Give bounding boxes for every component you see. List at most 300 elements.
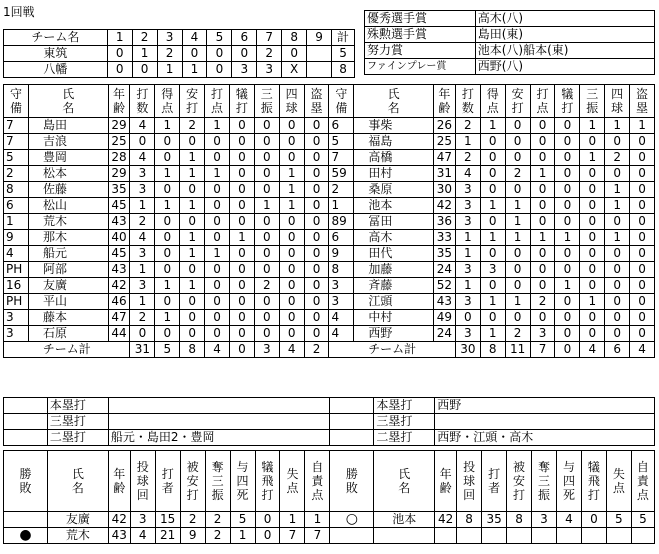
- inning-header: 3: [157, 30, 182, 46]
- team-total-cell: 0: [229, 342, 254, 358]
- batting-cell: 0: [630, 246, 655, 262]
- award-label: 殊勲選手賞: [365, 27, 476, 43]
- batting-cell: 8: [4, 182, 29, 198]
- player-name: 西野: [354, 326, 434, 342]
- batting-cell: 0: [605, 214, 630, 230]
- batting-cell: 1: [480, 230, 505, 246]
- batting-cell: 7: [4, 118, 29, 134]
- inning-header: 5: [207, 30, 232, 46]
- inning-header: 2: [132, 30, 157, 46]
- batting-cell: 0: [254, 246, 279, 262]
- pitching-cell: 8: [507, 512, 532, 528]
- pitcher-name: 池本: [374, 512, 435, 528]
- batting-cell: 0: [555, 166, 580, 182]
- batting-cell: PH: [4, 262, 29, 278]
- batting-cell: 0: [480, 134, 505, 150]
- batting-cell: 0: [505, 182, 530, 198]
- table-row: [4, 512, 655, 528]
- extra-hit-row: [4, 414, 655, 430]
- batting-cell: 3: [329, 278, 354, 294]
- batting-cell: 1: [605, 118, 630, 134]
- win-loss-mark: ●: [4, 528, 48, 544]
- batting-cell: 33: [433, 230, 455, 246]
- batting-header-cell: 年齢: [108, 85, 130, 118]
- batting-cell: 0: [630, 326, 655, 342]
- batting-cell: 1: [130, 262, 155, 278]
- batting-header-cell: 安打: [505, 85, 530, 118]
- inning-score: 1: [157, 62, 182, 78]
- award-value: 島田(東): [475, 27, 654, 43]
- inning-score: 2: [257, 46, 282, 62]
- batting-cell: 0: [505, 310, 530, 326]
- batting-cell: 0: [304, 182, 329, 198]
- batting-cell: 0: [530, 182, 555, 198]
- batting-cell: 0: [555, 310, 580, 326]
- page-title: 1回戦: [3, 5, 35, 19]
- player-name: 阿部: [28, 262, 108, 278]
- batting-cell: 1: [205, 118, 230, 134]
- batting-cell: 2: [254, 278, 279, 294]
- batting-cell: 0: [205, 214, 230, 230]
- award-value: 西野(八): [475, 59, 654, 75]
- team-total-cell: 2: [304, 342, 329, 358]
- batting-cell: 3: [455, 262, 480, 278]
- batting-cell: 42: [108, 278, 130, 294]
- pitching-cell: 7: [280, 528, 305, 544]
- extra-hit-label: 本塁打: [47, 398, 108, 414]
- batting-cell: 0: [279, 118, 304, 134]
- batting-cell: 0: [254, 310, 279, 326]
- batting-cell: 1: [580, 150, 605, 166]
- player-name: 田代: [354, 246, 434, 262]
- batting-cell: 0: [229, 246, 254, 262]
- batting-cell: 0: [304, 262, 329, 278]
- batting-cell: 0: [155, 214, 180, 230]
- batting-cell: 0: [279, 150, 304, 166]
- extra-hit-label: 本塁打: [374, 398, 435, 414]
- batting-cell: 0: [630, 182, 655, 198]
- inning-score: 0: [207, 46, 232, 62]
- award-label: ファインプレー賞: [365, 59, 476, 75]
- pitching-cell: 15: [155, 512, 180, 528]
- batting-cell: 1: [254, 198, 279, 214]
- batting-cell: 43: [108, 214, 130, 230]
- team-total-cell: 7: [530, 342, 555, 358]
- batting-cell: 1: [605, 182, 630, 198]
- batting-cell: 0: [205, 262, 230, 278]
- extra-hit-players: [435, 414, 655, 430]
- player-name: 事柴: [354, 118, 434, 134]
- table-row: [4, 214, 655, 230]
- batting-cell: 0: [630, 310, 655, 326]
- team-total-cell: 4: [205, 342, 230, 358]
- pitching-cell: 4: [556, 512, 581, 528]
- batting-header-cell: 三振: [254, 85, 279, 118]
- pitching-header-cell: 勝敗: [330, 451, 374, 512]
- batting-cell: 3: [455, 182, 480, 198]
- batting-cell: 47: [108, 310, 130, 326]
- batting-cell: 1: [4, 214, 29, 230]
- batting-cell: 31: [433, 166, 455, 182]
- batting-cell: 45: [108, 246, 130, 262]
- batting-cell: 0: [555, 262, 580, 278]
- pitching-header-cell: 与四死: [556, 451, 581, 512]
- win-loss-mark: ○: [330, 512, 374, 528]
- pitching-cell: 1: [305, 512, 330, 528]
- batting-cell: 1: [505, 294, 530, 310]
- table-row: [4, 262, 655, 278]
- batting-cell: 0: [205, 294, 230, 310]
- batting-cell: 2: [180, 118, 205, 134]
- batting-cell: 1: [329, 198, 354, 214]
- batting-cell: 24: [433, 262, 455, 278]
- batting-cell: 0: [630, 214, 655, 230]
- batting-cell: 0: [580, 198, 605, 214]
- batting-cell: 0: [530, 278, 555, 294]
- batting-cell: 0: [304, 278, 329, 294]
- batting-header: [4, 85, 655, 118]
- batting-cell: 0: [480, 310, 505, 326]
- team-total-cell: 4: [630, 342, 655, 358]
- inning-score: 0: [232, 46, 257, 62]
- award-row: [365, 43, 655, 59]
- pitching-header-cell: 年齢: [108, 451, 130, 512]
- pitching-header-cell: 打者: [482, 451, 507, 512]
- batting-cell: 24: [433, 326, 455, 342]
- pitching-cell: 42: [108, 512, 130, 528]
- blank-cell: [4, 430, 48, 446]
- batting-cell: 2: [505, 166, 530, 182]
- batting-cell: 3: [455, 326, 480, 342]
- pitching-header-cell: 被安打: [180, 451, 205, 512]
- batting-cell: 0: [180, 262, 205, 278]
- player-name: 佐藤: [28, 182, 108, 198]
- batting-cell: 0: [505, 118, 530, 134]
- inning-header: 9: [307, 30, 332, 46]
- player-name: 田村: [354, 166, 434, 182]
- pitching-header-cell: 投球回: [457, 451, 482, 512]
- batting-cell: 1: [580, 294, 605, 310]
- batting-cell: 0: [254, 214, 279, 230]
- batting-cell: 0: [155, 294, 180, 310]
- blank-cell: [4, 398, 48, 414]
- pitching-header-cell: 失点: [606, 451, 631, 512]
- player-name: 斉藤: [354, 278, 434, 294]
- batting-header-cell: 守備: [4, 85, 29, 118]
- batting-cell: 0: [229, 278, 254, 294]
- award-row: [365, 59, 655, 75]
- win-loss-mark: [330, 528, 374, 544]
- batting-cell: 1: [130, 198, 155, 214]
- batting-cell: 0: [279, 278, 304, 294]
- batting-cell: 0: [304, 118, 329, 134]
- batting-cell: 1: [480, 118, 505, 134]
- batting-cell: 0: [505, 278, 530, 294]
- table-row: [4, 246, 655, 262]
- batting-cell: 35: [433, 246, 455, 262]
- extra-hit-label: 二塁打: [374, 430, 435, 446]
- batting-header-cell: 守備: [329, 85, 354, 118]
- batting-cell: 1: [480, 198, 505, 214]
- batting-cell: 0: [155, 326, 180, 342]
- batting-cell: 43: [108, 262, 130, 278]
- batting-cell: 1: [155, 166, 180, 182]
- team-total-label: チーム計: [4, 342, 130, 358]
- inning-score: 1: [132, 46, 157, 62]
- batting-cell: 1: [455, 246, 480, 262]
- batting-cell: 0: [254, 230, 279, 246]
- batting-cell: 45: [108, 198, 130, 214]
- batting-cell: 0: [229, 134, 254, 150]
- pitching-header-cell: 氏名: [47, 451, 108, 512]
- batting-cell: 0: [505, 150, 530, 166]
- team-total-cell: 6: [605, 342, 630, 358]
- team-name-header: チーム名: [4, 30, 108, 46]
- batting-header-cell: 犠打: [229, 85, 254, 118]
- batting-cell: 0: [155, 182, 180, 198]
- inning-score: X: [282, 62, 307, 78]
- award-row: [365, 11, 655, 27]
- batting-cell: 0: [254, 134, 279, 150]
- batting-cell: 0: [630, 278, 655, 294]
- batting-cell: 0: [254, 326, 279, 342]
- inning-score: 0: [132, 62, 157, 78]
- inning-header: 7: [257, 30, 282, 46]
- batting-cell: 2: [455, 150, 480, 166]
- table-row: [4, 278, 655, 294]
- inning-score: [307, 62, 332, 78]
- extra-hits-table: [3, 397, 655, 446]
- pitching-cell: 0: [255, 512, 280, 528]
- batting-cell: 2: [130, 310, 155, 326]
- pitching-cell: [631, 528, 654, 544]
- batting-cell: 40: [108, 230, 130, 246]
- batting-cell: 0: [279, 246, 304, 262]
- batting-header-cell: 打点: [530, 85, 555, 118]
- award-value: 池本(八)船本(東): [475, 43, 654, 59]
- batting-cell: 0: [130, 134, 155, 150]
- player-name: 桑原: [354, 182, 434, 198]
- pitching-cell: [532, 528, 557, 544]
- batting-cell: 0: [279, 294, 304, 310]
- batting-cell: 0: [555, 214, 580, 230]
- team-total-cell: 11: [505, 342, 530, 358]
- table-row: [4, 326, 655, 342]
- batting-cell: PH: [4, 294, 29, 310]
- batting-cell: 1: [155, 118, 180, 134]
- batting-cell: 43: [433, 294, 455, 310]
- batting-cell: 0: [205, 278, 230, 294]
- team-total-cell: 3: [254, 342, 279, 358]
- pitching-cell: 1: [230, 528, 255, 544]
- batting-cell: 0: [580, 182, 605, 198]
- batting-cell: 4: [130, 118, 155, 134]
- batting-cell: 0: [605, 166, 630, 182]
- batting-cell: 0: [155, 246, 180, 262]
- batting-cell: 4: [455, 166, 480, 182]
- batting-cell: 0: [530, 214, 555, 230]
- batting-cell: 0: [130, 326, 155, 342]
- pitching-header-cell: 犠飛打: [255, 451, 280, 512]
- table-row: [4, 182, 655, 198]
- batting-cell: 1: [155, 310, 180, 326]
- batting-cell: 4: [329, 310, 354, 326]
- table-row: [4, 528, 655, 544]
- batting-cell: 1: [155, 278, 180, 294]
- pitching-header-cell: 氏名: [374, 451, 435, 512]
- award-label: 優秀選手賞: [365, 11, 476, 27]
- pitching-cell: 7: [305, 528, 330, 544]
- table-row: [4, 198, 655, 214]
- batting-cell: 9: [329, 246, 354, 262]
- batting-header-cell: 四球: [605, 85, 630, 118]
- batting-cell: 0: [155, 262, 180, 278]
- batting-cell: 0: [304, 214, 329, 230]
- batting-cell: 44: [108, 326, 130, 342]
- extra-hit-players: 船元・島田2・豊岡: [108, 430, 330, 446]
- batting-cell: 2: [329, 182, 354, 198]
- batting-cell: 2: [130, 214, 155, 230]
- batting-cell: 16: [4, 278, 29, 294]
- batting-cell: 0: [279, 214, 304, 230]
- pitching-table: [3, 450, 655, 544]
- inning-header: 4: [182, 30, 207, 46]
- batting-cell: 0: [555, 182, 580, 198]
- batting-header-cell: 四球: [279, 85, 304, 118]
- player-name: 那木: [28, 230, 108, 246]
- batting-cell: 0: [254, 118, 279, 134]
- batting-cell: 0: [630, 294, 655, 310]
- team-total-cell: 5: [155, 342, 180, 358]
- player-name: 松本: [28, 166, 108, 182]
- batting-cell: 0: [304, 166, 329, 182]
- batting-header-cell: 得点: [480, 85, 505, 118]
- pitching-cell: 4: [130, 528, 155, 544]
- batting-cell: 3: [130, 278, 155, 294]
- pitcher-name: 友廣: [47, 512, 108, 528]
- inning-header: 1: [107, 30, 132, 46]
- batting-cell: 1: [555, 230, 580, 246]
- batting-cell: 0: [555, 118, 580, 134]
- table-row: [4, 294, 655, 310]
- pitching-header-cell: 犠飛打: [581, 451, 606, 512]
- batting-cell: 42: [433, 198, 455, 214]
- player-name: 冨田: [354, 214, 434, 230]
- win-loss-mark: [4, 512, 48, 528]
- team-total-cell: 8: [180, 342, 205, 358]
- batting-cell: 89: [329, 214, 354, 230]
- batting-cell: 3: [4, 326, 29, 342]
- team-name: 八幡: [4, 62, 108, 78]
- batting-cell: 0: [229, 118, 254, 134]
- batting-cell: 0: [205, 182, 230, 198]
- batting-header-cell: 盗塁: [304, 85, 329, 118]
- pitcher-name: 荒木: [47, 528, 108, 544]
- pitching-header-cell: 自責点: [631, 451, 654, 512]
- team-total-cell: 30: [455, 342, 480, 358]
- batting-cell: 0: [605, 326, 630, 342]
- batting-cell: 3: [530, 326, 555, 342]
- table-row: [4, 310, 655, 326]
- batting-cell: 8: [329, 262, 354, 278]
- batting-header-cell: 打数: [455, 85, 480, 118]
- batting-cell: 30: [433, 182, 455, 198]
- pitching-cell: 5: [606, 512, 631, 528]
- batting-cell: 1: [505, 230, 530, 246]
- batting-cell: 0: [205, 326, 230, 342]
- batting-cell: 28: [108, 150, 130, 166]
- batting-cell: 3: [455, 198, 480, 214]
- batting-cell: 1: [455, 278, 480, 294]
- batting-cell: 0: [205, 198, 230, 214]
- batting-cell: 0: [555, 294, 580, 310]
- extra-hit-row: [4, 398, 655, 414]
- batting-cell: 0: [180, 134, 205, 150]
- batting-cell: 0: [505, 262, 530, 278]
- team-total-cell: 0: [555, 342, 580, 358]
- batting-cell: 47: [433, 150, 455, 166]
- pitching-cell: 21: [155, 528, 180, 544]
- batting-cell: 0: [605, 278, 630, 294]
- batting-cell: 0: [480, 278, 505, 294]
- pitching-cell: 2: [180, 512, 205, 528]
- pitching-cell: 8: [457, 512, 482, 528]
- pitching-cell: [435, 528, 457, 544]
- pitching-header-cell: 勝敗: [4, 451, 48, 512]
- batting-cell: 0: [630, 198, 655, 214]
- batting-cell: 59: [329, 166, 354, 182]
- team-total-cell: 8: [480, 342, 505, 358]
- extra-hit-players: 西野・江頭・高木: [435, 430, 655, 446]
- batting-cell: 3: [4, 310, 29, 326]
- pitching-cell: [556, 528, 581, 544]
- batting-cell: 29: [108, 118, 130, 134]
- batting-cell: 4: [4, 246, 29, 262]
- batting-header-cell: 盗塁: [630, 85, 655, 118]
- batting-cell: 0: [180, 326, 205, 342]
- pitching-header-cell: 年齢: [435, 451, 457, 512]
- team-total-cell: 31: [130, 342, 155, 358]
- batting-cell: 3: [329, 294, 354, 310]
- batting-cell: 0: [205, 230, 230, 246]
- pitching-header-cell: 奪三振: [532, 451, 557, 512]
- batting-cell: 0: [229, 326, 254, 342]
- batting-cell: 1: [180, 198, 205, 214]
- batting-cell: 0: [530, 198, 555, 214]
- batting-cell: 0: [180, 182, 205, 198]
- batting-cell: 1: [580, 118, 605, 134]
- batting-cell: 3: [130, 182, 155, 198]
- batting-cell: 0: [555, 326, 580, 342]
- batting-cell: 0: [180, 294, 205, 310]
- batting-cell: 0: [505, 134, 530, 150]
- batting-cell: 1: [505, 198, 530, 214]
- batting-cell: 1: [605, 198, 630, 214]
- pitching-cell: 5: [631, 512, 654, 528]
- batting-cell: 0: [605, 310, 630, 326]
- team-total: 5: [332, 46, 355, 62]
- batting-cell: 1: [180, 278, 205, 294]
- batting-cell: 0: [555, 134, 580, 150]
- batting-cell: 5: [4, 150, 29, 166]
- batting-cell: 6: [329, 118, 354, 134]
- batting-cell: 0: [279, 262, 304, 278]
- batting-cell: 1: [455, 230, 480, 246]
- batting-cell: 0: [229, 262, 254, 278]
- pitching-cell: 42: [435, 512, 457, 528]
- player-name: 松山: [28, 198, 108, 214]
- team-total-row: [4, 342, 655, 358]
